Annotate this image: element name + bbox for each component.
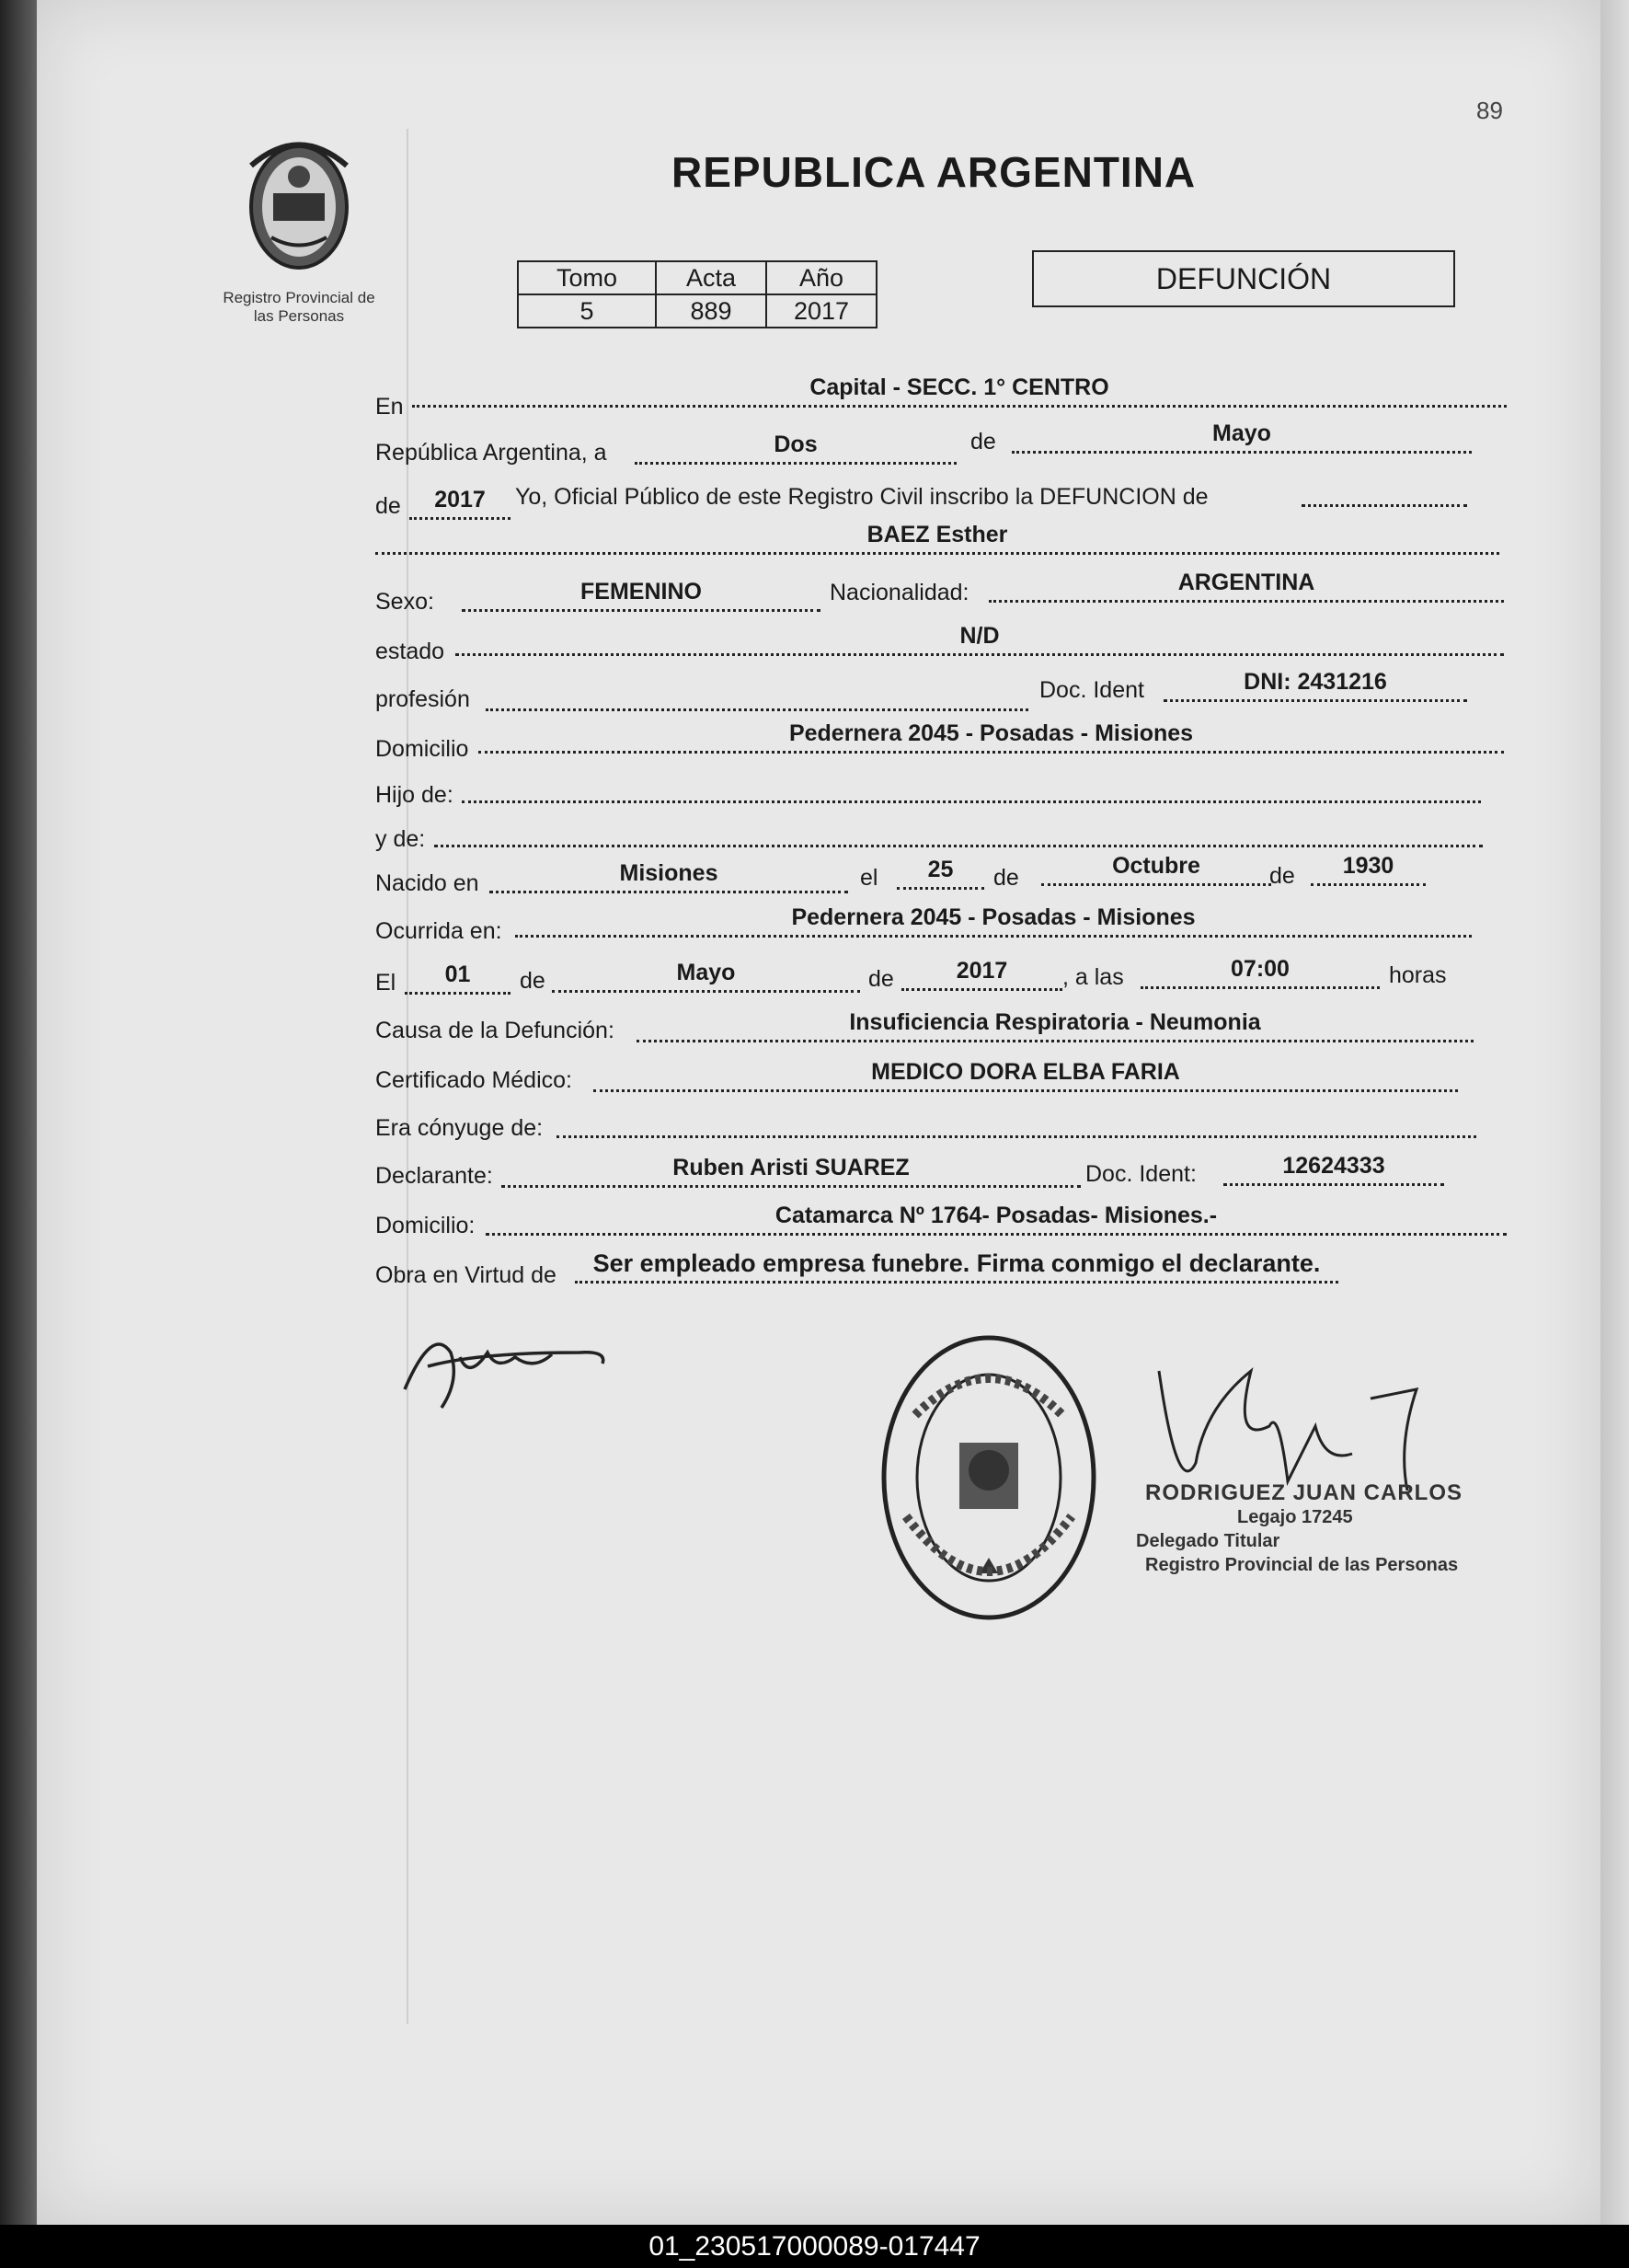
en-value: Capital - SECC. 1° CENTRO <box>412 374 1507 408</box>
conyuge-value <box>556 1104 1476 1138</box>
de-label: de <box>970 429 996 455</box>
official-stamp <box>878 1332 1099 1623</box>
official-office: Registro Provincial de las Personas <box>1145 1555 1459 1575</box>
declarante-domicilio-label: Domicilio: <box>375 1213 476 1238</box>
domicilio-value: Pedernera 2045 - Posadas - Misiones <box>478 720 1504 754</box>
yo-trailing-line <box>1302 473 1467 507</box>
declarante-doc-label: Doc. Ident: <box>1085 1161 1197 1187</box>
birth-de2-label: de <box>1269 863 1295 889</box>
deceased-name: BAEZ Esther <box>375 521 1499 555</box>
document-page <box>37 0 1600 2225</box>
death-year: 2017 <box>901 957 1062 991</box>
day-word: Dos <box>635 431 957 465</box>
declarante-label: Declarante: <box>375 1163 493 1189</box>
nacido-label: Nacido en <box>375 870 479 896</box>
death-time: 07:00 <box>1141 955 1380 989</box>
registry-table <box>517 260 878 328</box>
yde-label: y de: <box>375 826 426 852</box>
official-name: RODRIGUEZ JUAN CARLOS <box>1145 1480 1463 1505</box>
profesion-label: profesión <box>375 686 470 712</box>
month-word: Mayo <box>1012 420 1472 454</box>
tomo-header: Tomo <box>518 261 656 294</box>
obra-value: Ser empleado empresa funebre. Firma conmigo el declarante. <box>575 1249 1338 1284</box>
sexo-label: Sexo: <box>375 589 434 615</box>
doc-ident-label: Doc. Ident <box>1039 677 1144 703</box>
estado-label: estado <box>375 639 445 664</box>
yo-text: Yo, Oficial Público de este Registro Civil inscribo la DEFUNCION de <box>515 484 1209 510</box>
causa-label: Causa de la Defunción: <box>375 1018 614 1043</box>
official-role: Delegado Titular <box>1136 1531 1280 1551</box>
nacido-value: Misiones <box>489 859 848 893</box>
domicilio-label: Domicilio <box>375 736 469 762</box>
sexo-value: FEMENINO <box>462 578 820 612</box>
tomo-value: 5 <box>518 294 656 328</box>
year-value: 2017 <box>409 486 510 520</box>
declarante-domicilio-value: Catamarca Nº 1764- Posadas- Misiones.- <box>486 1202 1507 1236</box>
conyuge-label: Era cónyuge de: <box>375 1115 544 1141</box>
declarante-doc-value: 12624333 <box>1223 1152 1444 1186</box>
obra-label: Obra en Virtud de <box>375 1262 556 1288</box>
birth-day: 25 <box>897 856 984 890</box>
document-id-bar: 01_230517000089-017447 <box>0 2225 1629 2268</box>
nacionalidad-label: Nacionalidad: <box>830 580 969 605</box>
doc-ident-value: DNI: 2431216 <box>1164 668 1467 702</box>
acta-header: Acta <box>656 261 766 294</box>
horas-label: horas <box>1389 962 1447 988</box>
death-de-label: de <box>520 968 545 994</box>
death-day: 01 <box>405 961 510 995</box>
birth-month: Octubre <box>1041 852 1271 886</box>
declarante-value: Ruben Aristi SUAREZ <box>501 1154 1081 1188</box>
profesion-value <box>486 677 1028 711</box>
ocurrida-value: Pedernera 2045 - Posadas - Misiones <box>515 904 1472 938</box>
estado-value: N/D <box>455 622 1504 656</box>
certificado-label: Certificado Médico: <box>375 1067 572 1093</box>
hijo-value <box>462 769 1481 803</box>
causa-value: Insuficiencia Respiratoria - Neumonia <box>637 1008 1474 1042</box>
anio-header: Año <box>766 261 877 294</box>
death-de2-label: de <box>868 966 894 992</box>
anio-value: 2017 <box>766 294 877 328</box>
hijo-label: Hijo de: <box>375 782 453 808</box>
death-el-label: El <box>375 970 396 996</box>
alas-label: , a las <box>1062 964 1124 990</box>
certificado-value: MEDICO DORA ELBA FARIA <box>593 1058 1458 1092</box>
el-label: el <box>860 865 878 891</box>
official-legajo: Legajo 17245 <box>1237 1507 1353 1527</box>
official-block <box>1136 1480 1463 1577</box>
registry-caption <box>202 289 396 326</box>
page-number: 89 <box>1476 97 1503 124</box>
ocurrida-label: Ocurrida en: <box>375 918 502 944</box>
yde-value <box>434 813 1483 847</box>
registry-caption-line2: las Personas <box>253 307 345 325</box>
registry-caption-line1: Registro Provincial de <box>223 289 375 306</box>
en-label: En <box>375 394 404 420</box>
provincial-crest-icon <box>235 129 363 276</box>
record-type-box: DEFUNCIÓN <box>1032 250 1455 307</box>
birth-de-label: de <box>993 865 1019 891</box>
nacionalidad-value: ARGENTINA <box>989 569 1504 603</box>
de2-label: de <box>375 493 401 519</box>
declarant-signature <box>396 1316 616 1417</box>
birth-year: 1930 <box>1311 852 1426 886</box>
death-month: Mayo <box>552 959 860 993</box>
republica-label: República Argentina, a <box>375 440 607 466</box>
acta-value: 889 <box>656 294 766 328</box>
document-title: REPUBLICA ARGENTINA <box>671 148 1197 196</box>
